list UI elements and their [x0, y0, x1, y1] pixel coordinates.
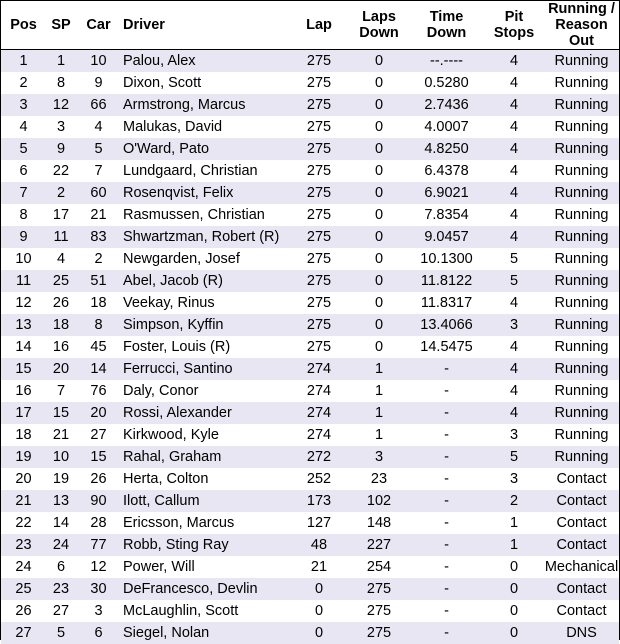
pos-cell: 22: [1, 512, 46, 534]
laps-down-cell: 1: [349, 424, 409, 446]
car-cell: 7: [76, 160, 121, 182]
car-cell: 45: [76, 336, 121, 358]
time-down-cell: 13.4066: [409, 314, 484, 336]
table-row: [1, 292, 619, 314]
laps-down-cell: 0: [349, 138, 409, 160]
car-cell: 9: [76, 72, 121, 94]
laps-down-cell: 0: [349, 72, 409, 94]
status-cell: Running: [544, 358, 619, 380]
pit-stops-cell: 5: [484, 248, 544, 270]
time-down-cell: 6.4378: [409, 160, 484, 182]
driver-cell: Palou, Alex: [121, 50, 289, 73]
pit-stops-cell: 3: [484, 314, 544, 336]
pit-stops-cell: 4: [484, 160, 544, 182]
status-cell: Running: [544, 116, 619, 138]
time-down-cell: -: [409, 622, 484, 644]
table-row: [1, 248, 619, 270]
driver-cell: Kirkwood, Kyle: [121, 424, 289, 446]
car-cell: 76: [76, 380, 121, 402]
pos-cell: 6: [1, 160, 46, 182]
lap-cell: 275: [289, 204, 349, 226]
car-cell: 10: [76, 50, 121, 73]
car-cell: 21: [76, 204, 121, 226]
car-cell: 83: [76, 226, 121, 248]
driver-cell: Siegel, Nolan: [121, 622, 289, 644]
laps-down-cell: 0: [349, 94, 409, 116]
pit-stops-cell: 3: [484, 424, 544, 446]
time-down-cell: -: [409, 534, 484, 556]
lap-cell: 0: [289, 622, 349, 644]
status-cell: Running: [544, 248, 619, 270]
laps-down-cell: 0: [349, 336, 409, 358]
lap-cell: 275: [289, 226, 349, 248]
time-down-cell: 0.5280: [409, 72, 484, 94]
pos-cell: 19: [1, 446, 46, 468]
sp-cell: 8: [46, 72, 76, 94]
pit-stops-cell: 4: [484, 116, 544, 138]
status-cell: Running: [544, 270, 619, 292]
driver-cell: DeFrancesco, Devlin: [121, 578, 289, 600]
pit-stops-cell: 3: [484, 468, 544, 490]
driver-cell: Herta, Colton: [121, 468, 289, 490]
lap-cell: 275: [289, 248, 349, 270]
laps-down-cell: 1: [349, 402, 409, 424]
table-row: [1, 72, 619, 94]
car-cell: 8: [76, 314, 121, 336]
status-cell: Running: [544, 94, 619, 116]
status-cell: Running: [544, 380, 619, 402]
pit-stops-cell: 0: [484, 578, 544, 600]
sp-cell: 25: [46, 270, 76, 292]
sp-cell: 9: [46, 138, 76, 160]
header-driver: Driver: [121, 1, 289, 50]
pos-cell: 12: [1, 292, 46, 314]
car-cell: 90: [76, 490, 121, 512]
pos-cell: 23: [1, 534, 46, 556]
time-down-cell: -: [409, 468, 484, 490]
status-cell: Running: [544, 292, 619, 314]
lap-cell: 274: [289, 402, 349, 424]
lap-cell: 173: [289, 490, 349, 512]
driver-cell: Abel, Jacob (R): [121, 270, 289, 292]
car-cell: 6: [76, 622, 121, 644]
pit-stops-cell: 4: [484, 204, 544, 226]
time-down-cell: 6.9021: [409, 182, 484, 204]
table-body: [1, 50, 619, 644]
table-row: [1, 160, 619, 182]
table-row: [1, 50, 619, 73]
laps-down-cell: 275: [349, 600, 409, 622]
laps-down-cell: 0: [349, 270, 409, 292]
pos-cell: 14: [1, 336, 46, 358]
pos-cell: 26: [1, 600, 46, 622]
header-reason-out: Running / Reason Out: [544, 1, 619, 50]
time-down-cell: 4.0007: [409, 116, 484, 138]
time-down-cell: --.----: [409, 50, 484, 73]
time-down-cell: -: [409, 600, 484, 622]
lap-cell: 275: [289, 182, 349, 204]
table-row: [1, 446, 619, 468]
laps-down-cell: 0: [349, 182, 409, 204]
pit-stops-cell: 4: [484, 182, 544, 204]
table-row: [1, 336, 619, 358]
time-down-cell: -: [409, 446, 484, 468]
sp-cell: 22: [46, 160, 76, 182]
status-cell: Contact: [544, 600, 619, 622]
table-row: [1, 424, 619, 446]
sp-cell: 6: [46, 556, 76, 578]
lap-cell: 275: [289, 72, 349, 94]
sp-cell: 20: [46, 358, 76, 380]
sp-cell: 23: [46, 578, 76, 600]
pos-cell: 21: [1, 490, 46, 512]
status-cell: Running: [544, 314, 619, 336]
time-down-cell: 10.1300: [409, 248, 484, 270]
pos-cell: 13: [1, 314, 46, 336]
time-down-cell: 4.8250: [409, 138, 484, 160]
driver-cell: McLaughlin, Scott: [121, 600, 289, 622]
driver-cell: Ilott, Callum: [121, 490, 289, 512]
pit-stops-cell: 4: [484, 380, 544, 402]
laps-down-cell: 1: [349, 358, 409, 380]
race-results-table: [1, 1, 619, 644]
pit-stops-cell: 4: [484, 138, 544, 160]
status-cell: Running: [544, 50, 619, 73]
status-cell: Running: [544, 160, 619, 182]
sp-cell: 7: [46, 380, 76, 402]
pit-stops-cell: 0: [484, 600, 544, 622]
pit-stops-cell: 4: [484, 358, 544, 380]
status-cell: Mechanical: [544, 556, 619, 578]
sp-cell: 4: [46, 248, 76, 270]
status-cell: Running: [544, 446, 619, 468]
laps-down-cell: 0: [349, 248, 409, 270]
pit-stops-cell: 4: [484, 72, 544, 94]
table-row: [1, 556, 619, 578]
status-cell: Running: [544, 336, 619, 358]
lap-cell: 275: [289, 270, 349, 292]
pit-stops-cell: 4: [484, 50, 544, 73]
laps-down-cell: 3: [349, 446, 409, 468]
header-sp: SP: [46, 1, 76, 50]
sp-cell: 3: [46, 116, 76, 138]
laps-down-cell: 0: [349, 226, 409, 248]
laps-down-cell: 102: [349, 490, 409, 512]
time-down-cell: -: [409, 490, 484, 512]
car-cell: 5: [76, 138, 121, 160]
car-cell: 51: [76, 270, 121, 292]
status-cell: Running: [544, 424, 619, 446]
pos-cell: 17: [1, 402, 46, 424]
pit-stops-cell: 5: [484, 446, 544, 468]
table-row: [1, 578, 619, 600]
table-row: [1, 116, 619, 138]
car-cell: 2: [76, 248, 121, 270]
lap-cell: 275: [289, 160, 349, 182]
lap-cell: 275: [289, 116, 349, 138]
laps-down-cell: 0: [349, 314, 409, 336]
car-cell: 28: [76, 512, 121, 534]
lap-cell: 272: [289, 446, 349, 468]
laps-down-cell: 0: [349, 116, 409, 138]
pos-cell: 25: [1, 578, 46, 600]
pos-cell: 1: [1, 50, 46, 73]
pos-cell: 5: [1, 138, 46, 160]
car-cell: 20: [76, 402, 121, 424]
pos-cell: 16: [1, 380, 46, 402]
driver-cell: Armstrong, Marcus: [121, 94, 289, 116]
header-lap: Lap: [289, 1, 349, 50]
table-row: [1, 600, 619, 622]
driver-cell: Rahal, Graham: [121, 446, 289, 468]
status-cell: Contact: [544, 578, 619, 600]
driver-cell: Power, Will: [121, 556, 289, 578]
status-cell: Contact: [544, 490, 619, 512]
table-row: [1, 512, 619, 534]
pos-cell: 27: [1, 622, 46, 644]
sp-cell: 13: [46, 490, 76, 512]
driver-cell: Ericsson, Marcus: [121, 512, 289, 534]
driver-cell: Shwartzman, Robert (R): [121, 226, 289, 248]
pos-cell: 24: [1, 556, 46, 578]
lap-cell: 275: [289, 314, 349, 336]
pit-stops-cell: 4: [484, 94, 544, 116]
car-cell: 4: [76, 116, 121, 138]
pos-cell: 15: [1, 358, 46, 380]
pit-stops-cell: 0: [484, 622, 544, 644]
lap-cell: 274: [289, 358, 349, 380]
time-down-cell: 2.7436: [409, 94, 484, 116]
pos-cell: 2: [1, 72, 46, 94]
driver-cell: O'Ward, Pato: [121, 138, 289, 160]
laps-down-cell: 227: [349, 534, 409, 556]
lap-cell: 275: [289, 138, 349, 160]
laps-down-cell: 0: [349, 292, 409, 314]
driver-cell: Veekay, Rinus: [121, 292, 289, 314]
sp-cell: 2: [46, 182, 76, 204]
sp-cell: 18: [46, 314, 76, 336]
lap-cell: 21: [289, 556, 349, 578]
table-row: [1, 94, 619, 116]
status-cell: DNS: [544, 622, 619, 644]
time-down-cell: 14.5475: [409, 336, 484, 358]
header-pos: Pos: [1, 1, 46, 50]
laps-down-cell: 148: [349, 512, 409, 534]
time-down-cell: 9.0457: [409, 226, 484, 248]
time-down-cell: -: [409, 402, 484, 424]
sp-cell: 27: [46, 600, 76, 622]
header-car: Car: [76, 1, 121, 50]
pit-stops-cell: 2: [484, 490, 544, 512]
table-row: [1, 226, 619, 248]
pos-cell: 4: [1, 116, 46, 138]
pit-stops-cell: 1: [484, 512, 544, 534]
header-pit-stops: Pit Stops: [484, 1, 544, 50]
time-down-cell: -: [409, 556, 484, 578]
table-row: [1, 622, 619, 644]
driver-cell: Newgarden, Josef: [121, 248, 289, 270]
table-row: [1, 358, 619, 380]
time-down-cell: -: [409, 578, 484, 600]
lap-cell: 275: [289, 50, 349, 73]
laps-down-cell: 275: [349, 578, 409, 600]
sp-cell: 15: [46, 402, 76, 424]
car-cell: 27: [76, 424, 121, 446]
sp-cell: 19: [46, 468, 76, 490]
laps-down-cell: 275: [349, 622, 409, 644]
time-down-cell: 11.8317: [409, 292, 484, 314]
sp-cell: 14: [46, 512, 76, 534]
time-down-cell: -: [409, 380, 484, 402]
car-cell: 30: [76, 578, 121, 600]
sp-cell: 16: [46, 336, 76, 358]
table-row: [1, 402, 619, 424]
sp-cell: 1: [46, 50, 76, 73]
driver-cell: Foster, Louis (R): [121, 336, 289, 358]
driver-cell: Robb, Sting Ray: [121, 534, 289, 556]
status-cell: Running: [544, 138, 619, 160]
lap-cell: 275: [289, 336, 349, 358]
car-cell: 60: [76, 182, 121, 204]
sp-cell: 5: [46, 622, 76, 644]
laps-down-cell: 1: [349, 380, 409, 402]
sp-cell: 26: [46, 292, 76, 314]
lap-cell: 0: [289, 600, 349, 622]
driver-cell: Rosenqvist, Felix: [121, 182, 289, 204]
status-cell: Running: [544, 72, 619, 94]
lap-cell: 0: [289, 578, 349, 600]
laps-down-cell: 0: [349, 160, 409, 182]
status-cell: Running: [544, 182, 619, 204]
lap-cell: 274: [289, 424, 349, 446]
time-down-cell: 7.8354: [409, 204, 484, 226]
laps-down-cell: 0: [349, 204, 409, 226]
lap-cell: 252: [289, 468, 349, 490]
pit-stops-cell: 4: [484, 292, 544, 314]
car-cell: 66: [76, 94, 121, 116]
status-cell: Contact: [544, 468, 619, 490]
table-row: [1, 380, 619, 402]
table-row: [1, 204, 619, 226]
status-cell: Running: [544, 226, 619, 248]
pos-cell: 3: [1, 94, 46, 116]
table-row: [1, 468, 619, 490]
table-header: [1, 1, 619, 50]
time-down-cell: -: [409, 512, 484, 534]
lap-cell: 275: [289, 94, 349, 116]
table-row: [1, 490, 619, 512]
pit-stops-cell: 5: [484, 270, 544, 292]
status-cell: Running: [544, 402, 619, 424]
sp-cell: 10: [46, 446, 76, 468]
pit-stops-cell: 1: [484, 534, 544, 556]
table-row: [1, 270, 619, 292]
status-cell: Contact: [544, 512, 619, 534]
driver-cell: Lundgaard, Christian: [121, 160, 289, 182]
lap-cell: 127: [289, 512, 349, 534]
pos-cell: 10: [1, 248, 46, 270]
pit-stops-cell: 0: [484, 556, 544, 578]
car-cell: 3: [76, 600, 121, 622]
car-cell: 26: [76, 468, 121, 490]
driver-cell: Dixon, Scott: [121, 72, 289, 94]
time-down-cell: -: [409, 358, 484, 380]
driver-cell: Malukas, David: [121, 116, 289, 138]
time-down-cell: -: [409, 424, 484, 446]
driver-cell: Rossi, Alexander: [121, 402, 289, 424]
table-row: [1, 182, 619, 204]
pos-cell: 8: [1, 204, 46, 226]
time-down-cell: 11.8122: [409, 270, 484, 292]
pit-stops-cell: 4: [484, 402, 544, 424]
pos-cell: 9: [1, 226, 46, 248]
lap-cell: 275: [289, 292, 349, 314]
header-time-down: Time Down: [409, 1, 484, 50]
laps-down-cell: 0: [349, 50, 409, 73]
laps-down-cell: 254: [349, 556, 409, 578]
car-cell: 15: [76, 446, 121, 468]
driver-cell: Daly, Conor: [121, 380, 289, 402]
driver-cell: Rasmussen, Christian: [121, 204, 289, 226]
driver-cell: Simpson, Kyffin: [121, 314, 289, 336]
laps-down-cell: 23: [349, 468, 409, 490]
sp-cell: 12: [46, 94, 76, 116]
pos-cell: 11: [1, 270, 46, 292]
car-cell: 14: [76, 358, 121, 380]
status-cell: Contact: [544, 534, 619, 556]
sp-cell: 24: [46, 534, 76, 556]
table-row: [1, 314, 619, 336]
header-laps-down: Laps Down: [349, 1, 409, 50]
car-cell: 18: [76, 292, 121, 314]
lap-cell: 274: [289, 380, 349, 402]
pit-stops-cell: 4: [484, 226, 544, 248]
lap-cell: 48: [289, 534, 349, 556]
pos-cell: 18: [1, 424, 46, 446]
sp-cell: 17: [46, 204, 76, 226]
car-cell: 12: [76, 556, 121, 578]
header-row: [1, 1, 619, 50]
status-cell: Running: [544, 204, 619, 226]
sp-cell: 21: [46, 424, 76, 446]
driver-cell: Ferrucci, Santino: [121, 358, 289, 380]
pos-cell: 20: [1, 468, 46, 490]
pos-cell: 7: [1, 182, 46, 204]
sp-cell: 11: [46, 226, 76, 248]
table-row: [1, 534, 619, 556]
table-row: [1, 138, 619, 160]
car-cell: 77: [76, 534, 121, 556]
pit-stops-cell: 4: [484, 336, 544, 358]
